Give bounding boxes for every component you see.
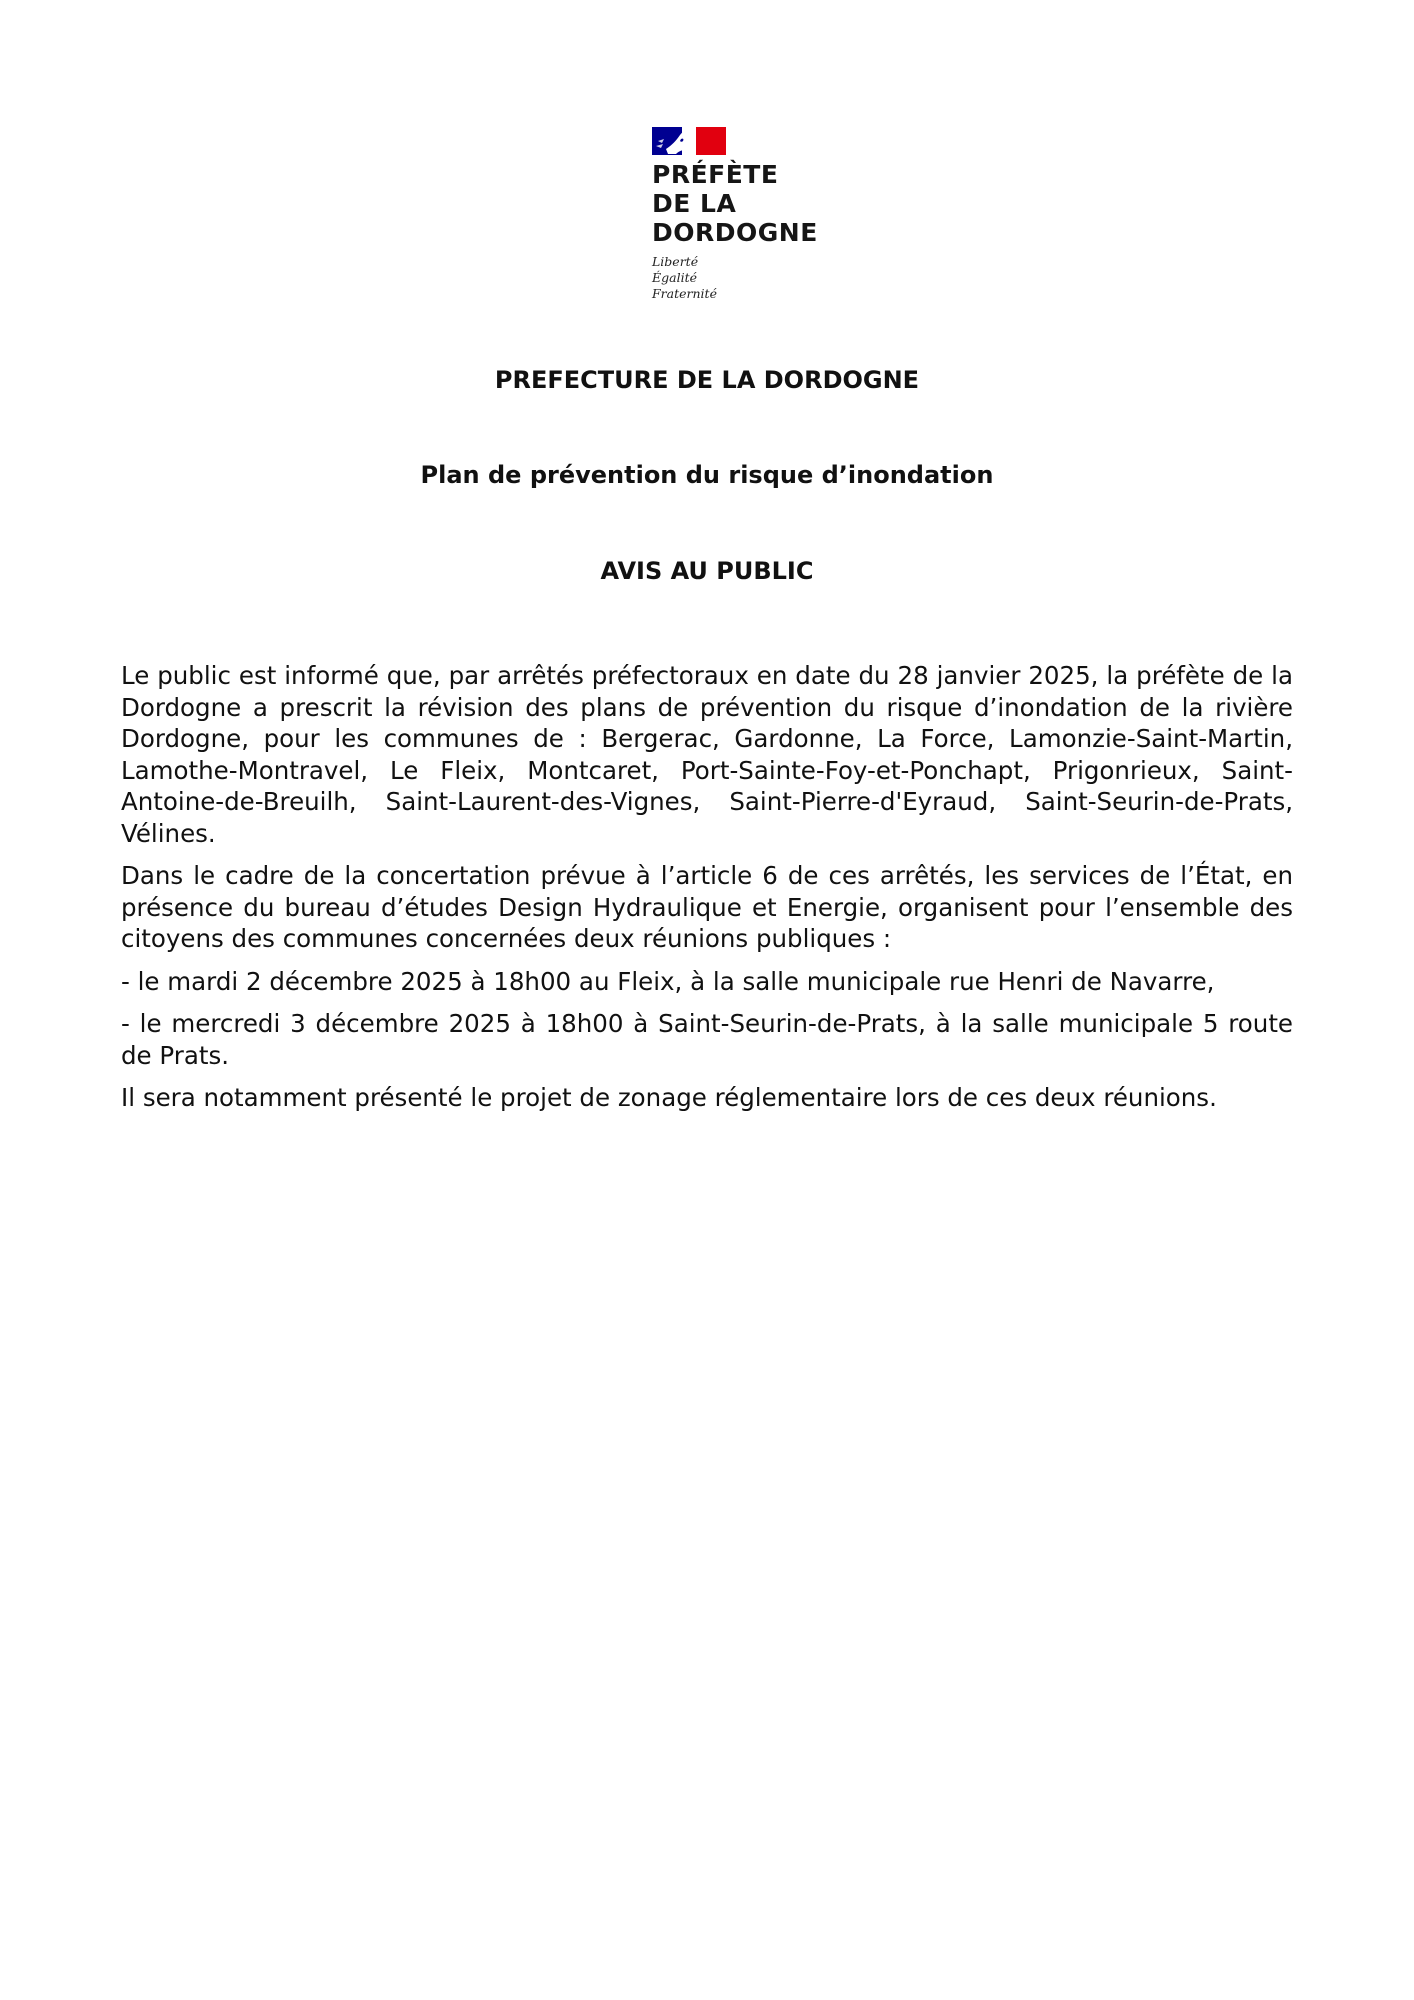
motto-line: Liberté — [652, 254, 699, 269]
logo-name-line: PRÉFÈTE — [652, 160, 779, 189]
notice-heading: AVIS AU PUBLIC — [600, 557, 814, 585]
motto-line: Égalité — [652, 270, 697, 285]
republic-motto — [652, 254, 852, 302]
body-paragraph: Il sera notamment présenté le projet de zonage réglementaire lors de ces deux réunions. — [121, 1083, 1217, 1112]
motto-line: Fraternité — [652, 286, 717, 301]
logo-name-line: DE LA — [652, 189, 737, 218]
prefecture-heading: PREFECTURE DE LA DORDOGNE — [494, 366, 920, 394]
body-paragraph: Dans le cadre de la concertation prévue à l’article 6 de ces arrêtés, les services de l’État, en présence du bureau d’études Design Hydraulique et Energie, organisent pour l’ensemble des citoyens des communes concernées deux réunions publiques : — [121, 861, 1293, 953]
body-paragraph: Le public est informé que, par arrêtés préfectoraux en date du 28 janvier 2025, la préfète de la Dordogne a prescrit la révision des plans de prévention du risque d’inondation de la rivière Dordogne, pour les communes de : Bergerac, Gardonne, La Force, Lamonzie-Saint-Martin, Lamothe-Montravel, Le Fleix, Montcaret, Port-Sainte-Foy-et-Ponchapt, Prigonrieux, Saint-Antoine-de-Breuilh, Saint-Laurent-des-Vignes, Saint-Pierre-d'Eyraud, Saint-Seurin-de-Prats, Vélines. — [121, 661, 1293, 848]
prefecture-logo — [652, 127, 852, 302]
notice-body — [121, 660, 1293, 1125]
marianne-flag-icon — [652, 127, 726, 155]
logo-name — [652, 160, 852, 247]
logo-name-line: DORDOGNE — [652, 218, 818, 247]
plan-heading: Plan de prévention du risque d’inondation — [420, 461, 994, 489]
meeting-item: - le mardi 2 décembre 2025 à 18h00 au Fleix, à la salle municipale rue Henri de Navarre, — [121, 966, 1215, 996]
meeting-item: - le mercredi 3 décembre 2025 à 18h00 à Saint-Seurin-de-Prats, à la salle municipale 5 route de Prats. — [121, 1009, 1293, 1070]
